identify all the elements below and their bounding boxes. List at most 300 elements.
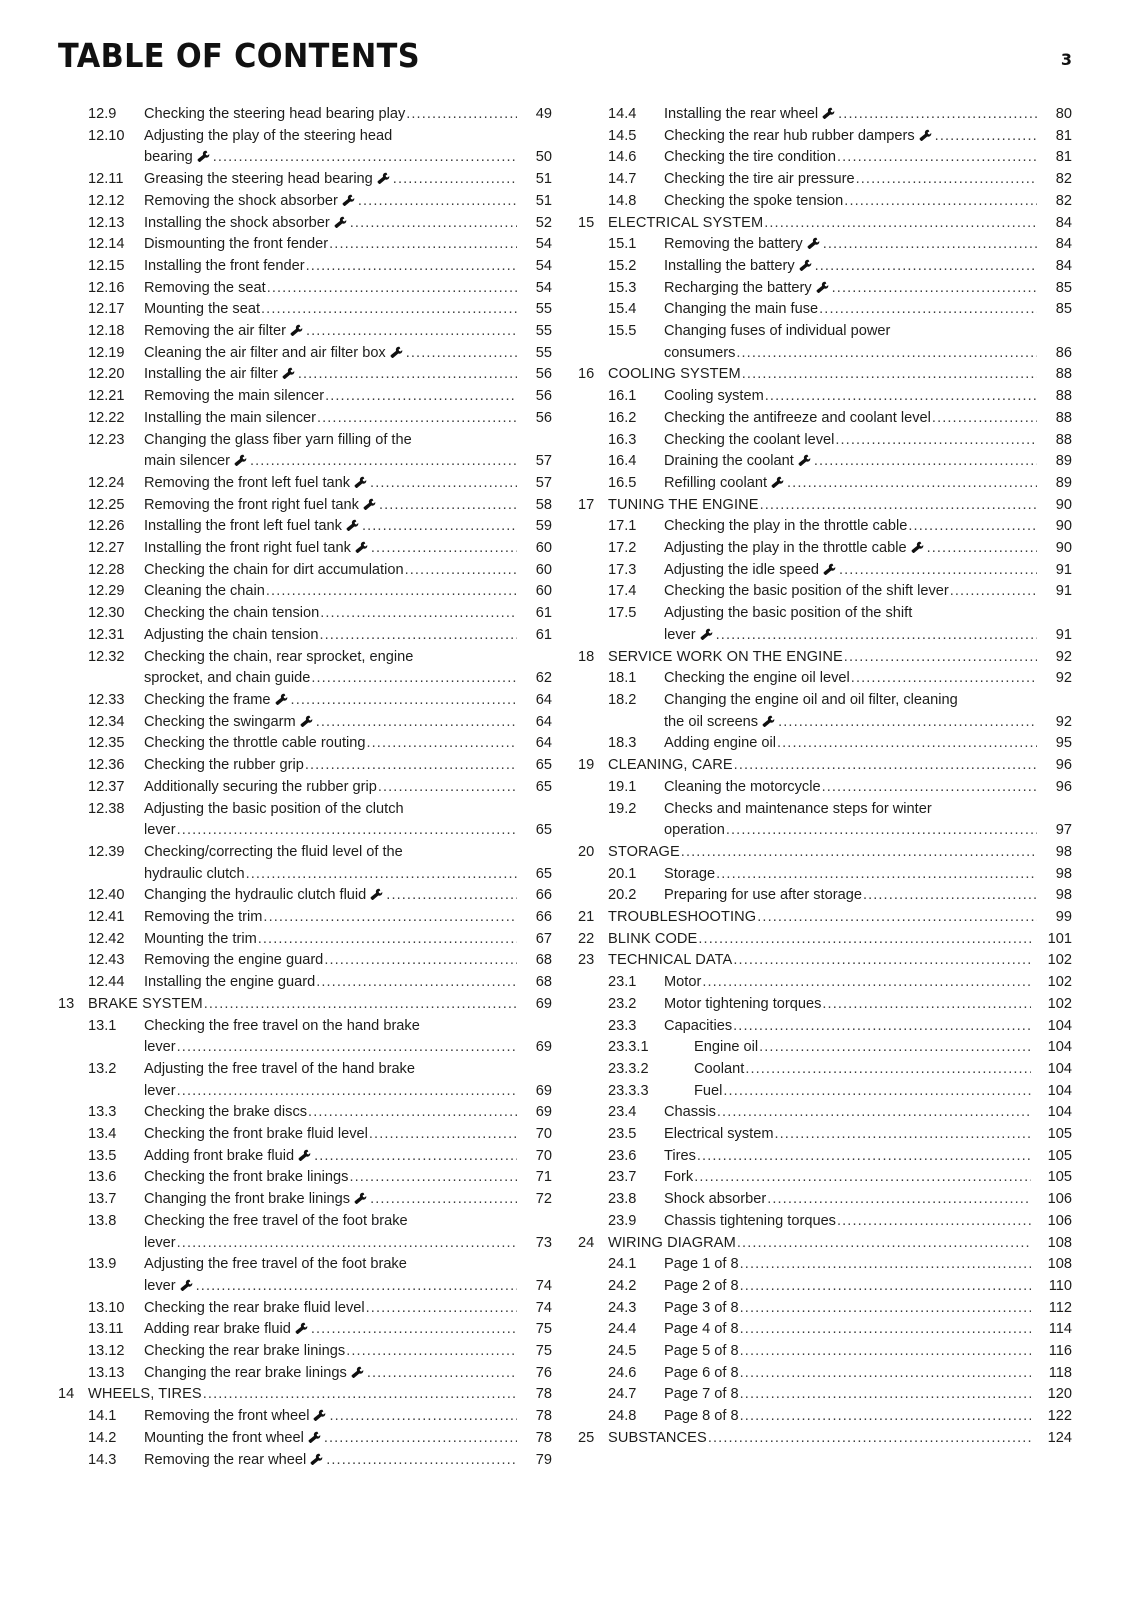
- toc-entry-body: [664, 668, 1072, 690]
- toc-entry[interactable]: [578, 430, 1072, 452]
- toc-entry[interactable]: [578, 733, 1072, 755]
- toc-entry[interactable]: [578, 994, 1072, 1016]
- dot-leader: [267, 278, 517, 300]
- toc-entry-number: 19.2: [608, 800, 637, 817]
- toc-entry-number: 12.27: [88, 540, 125, 557]
- toc-page-number: 57: [535, 474, 552, 491]
- dot-leader: [393, 169, 517, 191]
- dot-leader: [733, 950, 1031, 972]
- toc-entry-body: [608, 950, 1072, 972]
- toc-entry-number: 16.1: [608, 388, 637, 405]
- dot-leader: [350, 213, 517, 235]
- toc-entry-number: 15: [578, 214, 595, 231]
- toc-page-number: 57: [535, 453, 552, 470]
- toc-entry-number: 12.19: [88, 344, 125, 361]
- toc-entry[interactable]: [578, 1037, 1072, 1059]
- toc-entry[interactable]: [58, 972, 552, 994]
- wrench-icon: [823, 563, 836, 575]
- toc-entry[interactable]: [578, 495, 1072, 517]
- toc-entry[interactable]: [578, 929, 1072, 951]
- toc-page-number: 114: [1048, 1321, 1072, 1338]
- toc-entry-body: [144, 430, 552, 473]
- dot-leader: [213, 147, 517, 169]
- toc-entry-body: [144, 408, 552, 430]
- toc-entry[interactable]: [58, 799, 552, 842]
- toc-entry[interactable]: [578, 1406, 1072, 1428]
- toc-entry[interactable]: [58, 690, 552, 712]
- toc-entry-title: Installing the air filter: [144, 366, 278, 383]
- toc-entry[interactable]: [578, 690, 1072, 733]
- toc-entry-title: Checking the steering head bearing play: [144, 106, 406, 122]
- dot-leader: [362, 516, 517, 538]
- toc-entry[interactable]: [58, 126, 552, 169]
- dot-leader: [856, 169, 1037, 191]
- dot-leader: [291, 690, 517, 712]
- dot-leader: [723, 1081, 1031, 1103]
- toc-entry[interactable]: [578, 147, 1072, 169]
- toc-entry-number: 13.6: [88, 1169, 117, 1186]
- toc-entry-number: 17.1: [608, 518, 637, 535]
- toc-entry[interactable]: [578, 972, 1072, 994]
- toc-entry-title: TECHNICAL DATA: [608, 952, 733, 969]
- dot-leader: [935, 126, 1037, 148]
- toc-entry[interactable]: [58, 1450, 552, 1472]
- toc-entry-number: 13.4: [88, 1126, 117, 1143]
- toc-entry[interactable]: [58, 560, 552, 582]
- toc-entry-number: 23.5: [608, 1126, 637, 1143]
- toc-entry[interactable]: [578, 1102, 1072, 1124]
- toc-entry-title: Shock absorber: [664, 1191, 767, 1208]
- toc-entry[interactable]: [58, 1406, 552, 1428]
- dot-leader: [317, 408, 517, 430]
- toc-entry[interactable]: [578, 799, 1072, 842]
- toc-entry[interactable]: [58, 1384, 552, 1406]
- toc-entry[interactable]: [578, 1363, 1072, 1385]
- toc-page-number: 65: [535, 822, 552, 839]
- toc-entry[interactable]: [578, 473, 1072, 495]
- toc-entry-body: [144, 1016, 552, 1059]
- toc-entry-title: Adding front brake fluid: [144, 1147, 295, 1164]
- wrench-icon: [919, 129, 932, 141]
- toc-entry[interactable]: [578, 408, 1072, 430]
- toc-entry-title: WIRING DIAGRAM: [608, 1234, 736, 1251]
- toc-entry[interactable]: [578, 777, 1072, 799]
- toc-page-number: 104: [1047, 1017, 1072, 1034]
- toc-entry-number: 12.17: [88, 301, 125, 318]
- toc-entry-number: 15.1: [608, 236, 637, 253]
- dot-leader: [366, 733, 517, 755]
- toc-page-number: 56: [535, 366, 552, 383]
- dot-leader: [777, 733, 1037, 755]
- toc-entry[interactable]: [578, 104, 1072, 126]
- dot-leader: [329, 234, 517, 256]
- dot-leader: [839, 560, 1037, 582]
- toc-entry-number: 12.29: [88, 583, 125, 600]
- toc-entry[interactable]: [58, 885, 552, 907]
- toc-entry-body: [608, 364, 1072, 386]
- toc-entry-body: [664, 1341, 1072, 1363]
- toc-entry-number: 12.16: [88, 279, 125, 296]
- toc-entry[interactable]: [578, 234, 1072, 256]
- toc-entry[interactable]: [578, 516, 1072, 538]
- toc-entry[interactable]: [58, 1146, 552, 1168]
- toc-entry[interactable]: [58, 647, 552, 690]
- toc-entry[interactable]: [578, 256, 1072, 278]
- toc-page-number: 66: [535, 909, 552, 926]
- toc-entry[interactable]: [58, 1211, 552, 1254]
- toc-entry[interactable]: [58, 581, 552, 603]
- toc-entry-number: 12.25: [88, 496, 125, 513]
- toc-entry-title-cont: consumers: [664, 344, 736, 361]
- toc-entry-title: Chassis: [664, 1104, 716, 1121]
- toc-entry-number: 13: [58, 995, 75, 1012]
- toc-entry[interactable]: [578, 864, 1072, 886]
- toc-entry[interactable]: [578, 126, 1072, 148]
- toc-page-number: 78: [535, 1429, 552, 1446]
- toc-entry[interactable]: [58, 495, 552, 517]
- toc-entry-number: 14.8: [608, 192, 637, 209]
- toc-entry[interactable]: [578, 1146, 1072, 1168]
- toc-entry[interactable]: [578, 1254, 1072, 1276]
- toc-entry-number: 13.12: [88, 1343, 125, 1360]
- toc-entry[interactable]: [58, 1254, 552, 1297]
- toc-entry[interactable]: [58, 191, 552, 213]
- toc-entry[interactable]: [58, 1428, 552, 1450]
- toc-entry[interactable]: [58, 842, 552, 885]
- toc-entry-body: [608, 929, 1072, 951]
- toc-entry[interactable]: [58, 408, 552, 430]
- toc-page-number: 70: [535, 1126, 552, 1143]
- toc-page-number: 67: [535, 930, 552, 947]
- toc-entry[interactable]: [58, 299, 552, 321]
- dot-leader: [740, 1254, 1031, 1276]
- toc-entry[interactable]: [58, 256, 552, 278]
- toc-entry-body: [144, 733, 552, 755]
- toc-entry[interactable]: [578, 191, 1072, 213]
- toc-entry[interactable]: [578, 1167, 1072, 1189]
- toc-entry-body: [664, 1298, 1072, 1320]
- toc-entry-title: Checking the front brake linings: [144, 1169, 349, 1186]
- toc-entry-body: [664, 451, 1072, 473]
- toc-page-number: 55: [535, 301, 552, 318]
- toc-entry-body: [144, 1450, 552, 1472]
- toc-page-number: 82: [1055, 192, 1072, 209]
- toc-entry[interactable]: [578, 364, 1072, 386]
- toc-entry-number: 20.2: [608, 887, 637, 904]
- wrench-icon: [355, 541, 368, 553]
- toc-page-number: 90: [1055, 496, 1072, 513]
- toc-entry-number: 23.3: [608, 1017, 637, 1034]
- toc-entry[interactable]: [578, 278, 1072, 300]
- toc-entry-body: [144, 256, 552, 278]
- toc-entry[interactable]: [578, 169, 1072, 191]
- toc-entry[interactable]: [578, 1211, 1072, 1233]
- toc-entry[interactable]: [58, 473, 552, 495]
- toc-page-number: 102: [1047, 952, 1072, 969]
- toc-entry-number: 24.6: [608, 1364, 637, 1381]
- toc-entry[interactable]: [58, 1189, 552, 1211]
- toc-entry-number: 22: [578, 930, 595, 947]
- wrench-icon: [370, 888, 383, 900]
- toc-page-number: 92: [1055, 648, 1072, 665]
- toc-entry[interactable]: [58, 1341, 552, 1363]
- toc-entry[interactable]: [578, 560, 1072, 582]
- toc-page-number: 50: [535, 149, 552, 166]
- dot-leader: [740, 1298, 1031, 1320]
- wrench-icon: [363, 498, 376, 510]
- dot-leader: [298, 364, 517, 386]
- toc-page-number: 56: [535, 409, 552, 426]
- toc-entry[interactable]: [578, 1059, 1072, 1081]
- toc-entry-number: 14.7: [608, 171, 637, 188]
- toc-entry-number: 23.7: [608, 1169, 637, 1186]
- toc-entry-body: [144, 1319, 552, 1341]
- toc-entry-title: Page 3 of 8: [664, 1299, 739, 1316]
- wrench-icon: [298, 1149, 311, 1161]
- toc-entry[interactable]: [578, 1298, 1072, 1320]
- toc-entry-body: [694, 1059, 1072, 1081]
- dot-leader: [358, 191, 517, 213]
- toc-entry-title: Checking the engine oil level: [664, 670, 850, 687]
- dot-leader: [349, 1167, 517, 1189]
- dot-leader: [261, 299, 517, 321]
- toc-entry-number: 14: [58, 1386, 75, 1403]
- toc-entry-body: [664, 777, 1072, 799]
- toc-entry-title: Chassis tightening torques: [664, 1212, 836, 1229]
- toc-entry-title: Mounting the front wheel: [144, 1429, 304, 1446]
- toc-entry[interactable]: [58, 169, 552, 191]
- toc-entry[interactable]: [578, 842, 1072, 864]
- toc-page-number: 124: [1047, 1429, 1072, 1446]
- toc-entry[interactable]: [578, 1319, 1072, 1341]
- toc-entry-number: 23.1: [608, 974, 637, 991]
- toc-entry[interactable]: [58, 278, 552, 300]
- toc-entry[interactable]: [578, 299, 1072, 321]
- toc-page-number: 88: [1055, 388, 1072, 405]
- toc-page-number: 60: [535, 561, 552, 578]
- toc-entry-body: [144, 929, 552, 951]
- dot-leader: [204, 994, 517, 1016]
- toc-entry-body: [664, 1189, 1072, 1211]
- toc-entry-title: Adding rear brake fluid: [144, 1321, 291, 1338]
- toc-entry[interactable]: [58, 234, 552, 256]
- toc-page-number: 101: [1047, 930, 1072, 947]
- toc-entry-body: [664, 733, 1072, 755]
- toc-entry[interactable]: [58, 386, 552, 408]
- toc-entry-body: [664, 147, 1072, 169]
- toc-entry[interactable]: [58, 1167, 552, 1189]
- page-header: [58, 36, 1072, 82]
- toc-page-number: 72: [535, 1191, 552, 1208]
- toc-entry-number: 12.20: [88, 366, 125, 383]
- toc-entry[interactable]: [578, 1189, 1072, 1211]
- toc-entry[interactable]: [578, 1428, 1072, 1450]
- toc-entry-body: [608, 842, 1072, 864]
- dot-leader: [305, 755, 517, 777]
- toc-entry-title: Installing the battery: [664, 257, 795, 274]
- toc-entry-body: [144, 1363, 552, 1385]
- toc-entry-title: Motor tightening torques: [664, 995, 822, 1012]
- toc-entry[interactable]: [58, 1016, 552, 1059]
- toc-entry[interactable]: [578, 386, 1072, 408]
- toc-entry[interactable]: [58, 907, 552, 929]
- toc-entry-body: [144, 1211, 552, 1254]
- toc-entry-body: [144, 755, 552, 777]
- toc-entry-title: Removing the battery: [664, 236, 803, 253]
- toc-entry-number: 14.3: [88, 1451, 117, 1468]
- wrench-icon: [354, 476, 367, 488]
- wrench-icon: [799, 259, 812, 271]
- toc-page-number: 91: [1055, 561, 1072, 578]
- toc-page-number: 61: [535, 626, 552, 643]
- toc-entry[interactable]: [578, 885, 1072, 907]
- toc-entry-body: [664, 104, 1072, 126]
- toc-entry-number: 12.34: [88, 713, 125, 730]
- toc-entry-title: Cleaning the air filter and air filter box: [144, 344, 386, 361]
- toc-entry-title: Installing the engine guard: [144, 974, 316, 991]
- toc-page-number: 66: [535, 887, 552, 904]
- toc-entry[interactable]: [578, 1276, 1072, 1298]
- toc-entry[interactable]: [58, 950, 552, 972]
- wrench-icon: [234, 454, 247, 466]
- toc-entry[interactable]: [58, 538, 552, 560]
- toc-entry-title: Recharging the battery: [664, 279, 812, 296]
- toc-entry-number: 16.4: [608, 453, 637, 470]
- toc-entry[interactable]: [578, 647, 1072, 669]
- dot-leader: [740, 1319, 1031, 1341]
- toc-entry[interactable]: [58, 343, 552, 365]
- toc-entry[interactable]: [58, 516, 552, 538]
- wrench-icon: [282, 367, 295, 379]
- toc-entry-title: Checking the play in the throttle cable: [664, 518, 908, 535]
- toc-entry-number: 12.44: [88, 974, 125, 991]
- toc-entry-title: Cleaning the chain: [144, 583, 265, 600]
- dot-leader: [367, 1363, 517, 1385]
- toc-entry-body: [144, 1254, 552, 1297]
- toc-entry-number: 13.9: [88, 1256, 117, 1273]
- toc-page-number: 90: [1055, 540, 1072, 557]
- toc-entry-title: Tires: [664, 1147, 696, 1164]
- toc-entry-number: 12.33: [88, 691, 125, 708]
- toc-entry-body: [144, 516, 552, 538]
- dot-leader: [734, 755, 1037, 777]
- toc-entry[interactable]: [58, 603, 552, 625]
- dot-leader: [203, 1384, 517, 1406]
- toc-entry-title: Checking the brake discs: [144, 1104, 308, 1121]
- toc-entry[interactable]: [578, 1341, 1072, 1363]
- toc-entry[interactable]: [58, 625, 552, 647]
- dot-leader: [726, 820, 1037, 842]
- toc-entry[interactable]: [58, 1124, 552, 1146]
- toc-entry-body: [144, 1298, 552, 1320]
- toc-page-number: 69: [535, 1082, 552, 1099]
- toc-entry[interactable]: [578, 1016, 1072, 1038]
- toc-page-number: 104: [1047, 1039, 1072, 1056]
- toc-entry[interactable]: [58, 755, 552, 777]
- toc-entry[interactable]: [578, 213, 1072, 235]
- toc-entry[interactable]: [58, 1363, 552, 1385]
- toc-entry-body: [664, 603, 1072, 646]
- toc-entry[interactable]: [578, 907, 1072, 929]
- toc-entry[interactable]: [578, 668, 1072, 690]
- toc-entry[interactable]: [578, 755, 1072, 777]
- dot-leader: [306, 321, 517, 343]
- dot-leader: [822, 994, 1031, 1016]
- toc-entry-body: [664, 430, 1072, 452]
- toc-entry[interactable]: [58, 364, 552, 386]
- toc-entry[interactable]: [58, 1102, 552, 1124]
- toc-page-number: 96: [1055, 778, 1072, 795]
- toc-entry-title: Installing the front fender: [144, 257, 305, 274]
- dot-leader: [716, 625, 1037, 647]
- toc-entry[interactable]: [578, 451, 1072, 473]
- dot-leader: [406, 104, 517, 126]
- toc-entry-body: [144, 950, 552, 972]
- toc-page-number: 95: [1055, 735, 1072, 752]
- toc-page-number: 116: [1048, 1343, 1072, 1360]
- toc-entry[interactable]: [58, 104, 552, 126]
- toc-entry-number: 13.2: [88, 1060, 117, 1077]
- toc-page-number: 118: [1048, 1364, 1072, 1381]
- toc-page-number: 79: [535, 1451, 552, 1468]
- toc-entry[interactable]: [58, 733, 552, 755]
- toc-entry-title: Removing the front wheel: [144, 1408, 310, 1425]
- toc-entry[interactable]: [58, 430, 552, 473]
- toc-entry-number: 12.42: [88, 930, 125, 947]
- toc-entry[interactable]: [58, 712, 552, 734]
- toc-entry-body: [144, 1341, 552, 1363]
- toc-entry[interactable]: [578, 321, 1072, 364]
- toc-entry-body: [144, 234, 552, 256]
- dot-leader: [950, 581, 1037, 603]
- dot-leader: [736, 343, 1037, 365]
- toc-entry[interactable]: [58, 321, 552, 343]
- toc-entry[interactable]: [578, 1233, 1072, 1255]
- toc-entry[interactable]: [58, 1319, 552, 1341]
- toc-entry[interactable]: [58, 777, 552, 799]
- toc-entry[interactable]: [578, 1081, 1072, 1103]
- toc-page-number: 84: [1055, 236, 1072, 253]
- toc-page-number: 102: [1047, 995, 1072, 1012]
- toc-entry[interactable]: [578, 950, 1072, 972]
- toc-entry-number: 15.2: [608, 257, 637, 274]
- dot-leader: [844, 647, 1037, 669]
- toc-entry[interactable]: [58, 1298, 552, 1320]
- toc-entry-body: [608, 495, 1072, 517]
- toc-entry[interactable]: [578, 538, 1072, 560]
- dot-leader: [814, 451, 1037, 473]
- toc-entry[interactable]: [58, 213, 552, 235]
- dot-leader: [329, 1406, 517, 1428]
- toc-entry[interactable]: [578, 603, 1072, 646]
- toc-entry[interactable]: [578, 1124, 1072, 1146]
- toc-entry-number: 12.18: [88, 323, 125, 340]
- toc-page-number: 105: [1047, 1126, 1072, 1143]
- toc-entry-body: [694, 1037, 1072, 1059]
- toc-entry-title: Changing the engine oil and oil filter, cleaning: [664, 691, 958, 708]
- toc-entry[interactable]: [58, 1059, 552, 1102]
- toc-entry-number: 12.35: [88, 735, 125, 752]
- dot-leader: [702, 972, 1031, 994]
- toc-page-number: 106: [1047, 1191, 1072, 1208]
- dot-leader: [835, 430, 1037, 452]
- toc-entry-number: 23.6: [608, 1147, 637, 1164]
- toc-entry[interactable]: [58, 929, 552, 951]
- toc-entry-number: 20: [578, 843, 595, 860]
- toc-entry[interactable]: [58, 994, 552, 1016]
- toc-entry[interactable]: [578, 581, 1072, 603]
- toc-entry[interactable]: [578, 1384, 1072, 1406]
